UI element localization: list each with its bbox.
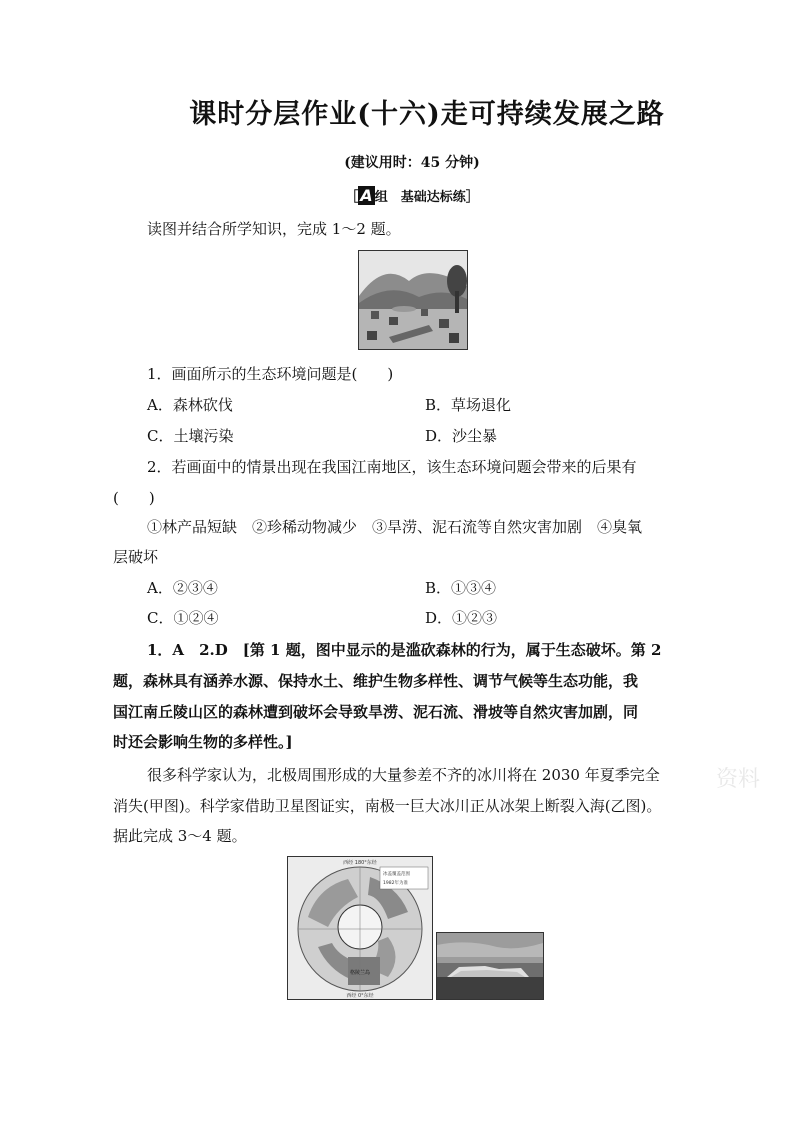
answer-line-3: 国江南丘陵山区的森林遭到破坏会导致旱涝、泥石流、滑坡等自然灾害加剧，同 bbox=[113, 703, 639, 721]
map-top-label: 西经 180°东经 bbox=[343, 860, 377, 866]
time-note: (建议用时：45 分钟) bbox=[344, 155, 480, 171]
map-legend-1: 冰盖覆盖范围 bbox=[383, 872, 410, 877]
group-label: 组 基础达标练 bbox=[374, 190, 466, 205]
group-heading bbox=[0, 186, 794, 205]
q1-option-b: B．草场退化 bbox=[425, 396, 512, 414]
q1-option-a: A．森林砍伐 bbox=[147, 396, 233, 414]
q2-stem-1: 2．若画面中的情景出现在我国江南地区，该生态环境问题会带来的后果有 bbox=[147, 458, 637, 476]
q2-option-b: B．①③④ bbox=[425, 579, 497, 597]
map-bottom-label: 西经 0°东经 bbox=[346, 993, 374, 999]
q2-option-d: D．①②③ bbox=[425, 609, 498, 627]
deforestation-image bbox=[358, 250, 468, 350]
intro-2-line-2: 消失(甲图)。科学家借助卫星图证实，南极一巨大冰川正从冰架上断裂入海(乙图)。 bbox=[113, 797, 662, 815]
arctic-map-image bbox=[287, 856, 433, 1000]
q1-option-c: C．土壤污染 bbox=[147, 427, 234, 445]
intro-2-line-3: 据此完成 3～4 题。 bbox=[113, 827, 247, 845]
antarctic-iceberg-image bbox=[436, 932, 544, 1000]
answer-line-2: 题，森林具有涵养水源、保持水土、维护生物多样性、调节气候等生态功能，我 bbox=[113, 672, 639, 690]
q2-items-1: ①林产品短缺 ②珍稀动物减少 ③旱涝、泥石流等自然灾害加剧 ④臭氧 bbox=[147, 518, 643, 536]
q2-option-a: A．②③④ bbox=[147, 579, 218, 597]
group-a-badge: A bbox=[360, 186, 373, 205]
intro-1: 读图并结合所学知识，完成 1～2 题。 bbox=[147, 220, 401, 238]
answer-line-4: 时还会影响生物的多样性。] bbox=[113, 733, 293, 751]
answer-line-1: 1．A 2.D [第 1 题，图中显示的是滥砍森林的行为，属于生态破坏。第 2 bbox=[147, 641, 662, 659]
intro-2-line-1: 很多科学家认为，北极周围形成的大量参差不齐的冰川将在 2030 年夏季完全 bbox=[147, 766, 660, 784]
page-title: 课时分层作业(十六)走可持续发展之路 bbox=[189, 99, 665, 130]
q1-option-d: D．沙尘暴 bbox=[425, 427, 498, 445]
q2-stem-2: ( ) bbox=[113, 489, 155, 507]
q1-stem: 1．画面所示的生态环境问题是( ) bbox=[147, 365, 394, 383]
bracket-right: ］ bbox=[465, 190, 479, 205]
bracket-left: ［ bbox=[345, 190, 359, 205]
map-greenland-label: 格陵兰岛 bbox=[350, 970, 371, 976]
watermark: 资料 bbox=[716, 767, 761, 792]
q2-items-2: 层破坏 bbox=[113, 548, 159, 566]
q2-option-c: C．①②④ bbox=[147, 609, 219, 627]
map-legend-2: 1982年为准 bbox=[383, 881, 408, 886]
